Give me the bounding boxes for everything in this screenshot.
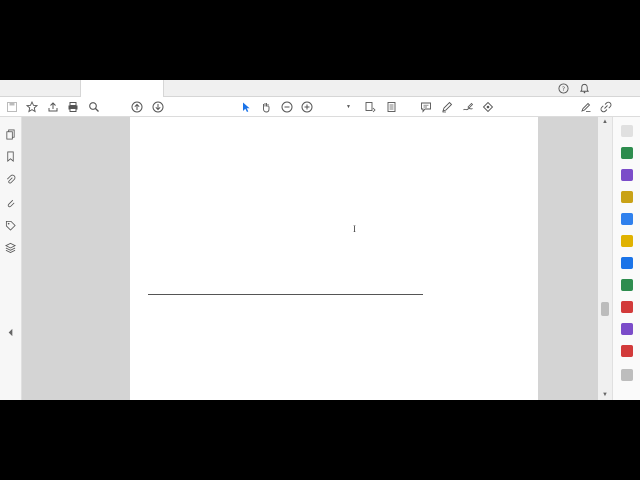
- fill-sign-icon[interactable]: [621, 323, 633, 335]
- menu-bar: [0, 80, 640, 97]
- next-page-icon[interactable]: [152, 101, 164, 113]
- help-icon[interactable]: [558, 83, 569, 94]
- bell-icon[interactable]: [579, 83, 590, 94]
- left-navigation-pane: [0, 117, 22, 400]
- comment-tool-icon[interactable]: [621, 213, 633, 225]
- toolbar: [0, 97, 640, 117]
- zoom-in-icon[interactable]: [301, 101, 313, 113]
- scan-ocr-icon[interactable]: [621, 279, 633, 291]
- chevron-down-icon[interactable]: ▼: [346, 104, 351, 110]
- right-tools-pane: [612, 117, 640, 400]
- redact-icon[interactable]: [621, 345, 633, 357]
- attachments-icon[interactable]: [5, 174, 16, 185]
- zoom-out-icon[interactable]: [281, 101, 293, 113]
- page-fit-icon[interactable]: [364, 101, 376, 113]
- search-icon[interactable]: [88, 101, 100, 113]
- print-icon[interactable]: [67, 101, 79, 113]
- scroll-up-icon[interactable]: ▲: [602, 119, 608, 125]
- paperclip-icon[interactable]: [5, 197, 16, 208]
- organize-pages-icon[interactable]: [621, 257, 633, 269]
- pdf-page: [130, 117, 538, 400]
- layers-icon[interactable]: [5, 242, 16, 253]
- highlight-pen-icon[interactable]: [441, 101, 453, 113]
- app-window: [0, 80, 640, 400]
- create-pdf-icon[interactable]: [621, 169, 633, 181]
- svg-text:?: ?: [561, 84, 566, 93]
- page-number-input[interactable]: [173, 101, 189, 113]
- combine-files-icon[interactable]: [621, 235, 633, 247]
- save-icon[interactable]: [6, 101, 18, 113]
- select-cursor-icon[interactable]: [240, 101, 252, 113]
- more-tools-icon[interactable]: [621, 369, 633, 381]
- scrollbar-thumb[interactable]: [601, 302, 609, 316]
- edit-pdf-icon[interactable]: [621, 191, 633, 203]
- vertical-scrollbar[interactable]: [598, 117, 612, 400]
- chevron-left-icon[interactable]: [5, 327, 16, 338]
- previous-page-icon[interactable]: [131, 101, 143, 113]
- draw-icon[interactable]: [462, 101, 474, 113]
- upload-icon[interactable]: [47, 101, 59, 113]
- heading-divider: [148, 294, 423, 295]
- share-link-icon[interactable]: [600, 101, 612, 113]
- page-thumbnails-icon[interactable]: [5, 129, 16, 140]
- export-pdf-icon[interactable]: [621, 147, 633, 159]
- scroll-mode-icon[interactable]: [386, 101, 398, 113]
- bookmark-star-icon[interactable]: [26, 101, 38, 113]
- hand-tool-icon[interactable]: [260, 101, 272, 113]
- document-viewport[interactable]: [22, 117, 612, 400]
- protect-icon[interactable]: [621, 301, 633, 313]
- bookmarks-icon[interactable]: [5, 151, 16, 162]
- tag-icon[interactable]: [5, 220, 16, 231]
- text-cursor-icon: I: [353, 224, 356, 234]
- document-tab[interactable]: [80, 80, 164, 97]
- stamp-icon[interactable]: [482, 101, 494, 113]
- comment-icon[interactable]: [420, 101, 432, 113]
- scroll-down-icon[interactable]: ▼: [602, 392, 608, 398]
- sign-icon[interactable]: [580, 101, 592, 113]
- tools-pane-toggle-icon[interactable]: [621, 125, 633, 137]
